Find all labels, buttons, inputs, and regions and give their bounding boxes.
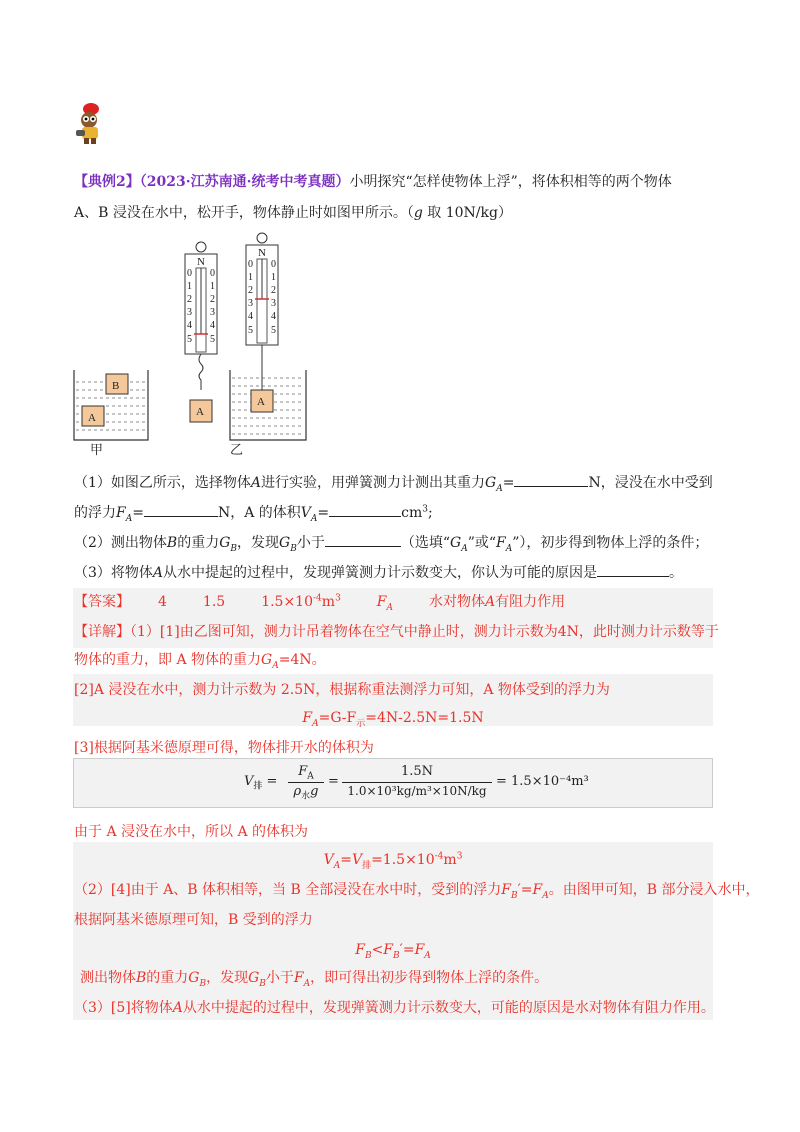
q1-text-c: N，浸没在水中受到 xyxy=(588,475,713,491)
svg-text:2: 2 xyxy=(248,285,253,296)
equation-4: $F_B<F_B'=F_A$ xyxy=(355,942,431,961)
experiment-figure xyxy=(70,228,310,460)
question-1-line-2: 的浮力$F_A= N$，A 的体积$V_A= cm^3$; xyxy=(74,502,433,523)
answer-4: F xyxy=(376,594,387,610)
eq2-denominator: 1.0×10³kg/m³×10N/kg xyxy=(347,784,487,798)
question-1-line-1: （1）如图乙所示，选择物体A进行实验，用弹簧测力计测出其重力$G_A= N$，浸没在水中受到 xyxy=(74,472,713,493)
detail-label: 【详解】 xyxy=(74,624,130,640)
detail-text-p7b: 的重力 xyxy=(146,970,189,986)
problem-stem-line-1 xyxy=(74,172,672,192)
q1-text-b: 进行实验，用弹簧测力计测出其重力 xyxy=(261,475,486,491)
example-tag: 【典例2】 xyxy=(74,174,140,190)
detail-p1-a xyxy=(74,622,719,642)
detail-text-p6: 根据阿基米德原理可知，B 受到的浮力 xyxy=(74,912,313,928)
detail-text-p7d: 小于 xyxy=(265,970,294,986)
q2-text-b: 的重力 xyxy=(177,535,220,551)
detail-text-b: 物体的重力，即 A 物体的重力 xyxy=(74,652,262,668)
svg-text:5: 5 xyxy=(271,325,276,336)
answer-blank-va[interactable] xyxy=(329,502,401,517)
q2-text-f: ”或“ xyxy=(467,535,497,551)
detail-p7: 测出物体B的重力$G_B$，发现$G_B$小于$F_A$，即可得出初步得到物体上浮的条件。 xyxy=(80,970,549,989)
detail-text-p8a: （3）[5]将物体 xyxy=(74,1000,173,1016)
q2-text-c: ，发现 xyxy=(237,535,280,551)
q2-text: （2）测出物体 xyxy=(74,535,167,551)
detail-text: （1）[1]由乙图可知，测力计吊着物体在空气中静止时，测力计示数为4N，此时测力计示数等于 xyxy=(130,624,719,640)
svg-text:4: 4 xyxy=(210,320,215,331)
detail-text-p2: [2]A 浸没在水中，测力计示数为 2.5N，根据称重法测浮力可知，A 物体受到的浮力为 xyxy=(74,682,610,698)
q1-text: （1）如图乙所示，选择物体 xyxy=(74,475,251,491)
q3-text-c: 。 xyxy=(669,565,684,581)
answer-label: 【答案】 xyxy=(74,594,130,610)
q1-text-e: N，A 的体积 xyxy=(217,505,301,521)
svg-text:3: 3 xyxy=(187,307,192,318)
svg-text:0: 0 xyxy=(187,268,192,279)
detail-p5: （2）[4]由于 A、B 体积相等，当 B 全部浸没在水中时，受到的浮力$F_B'=F_A$。由图甲可知，B 部分浸入水中， xyxy=(74,882,760,901)
equation-2: $V_排$ = $F_A$ $\rho_水g$ = 1.5N 1.0×10³kg/m³×10N/kg = 1.5×10⁻⁴m³ xyxy=(244,764,589,802)
question-3: （3）将物体A从水中提起的过程中，发现弹簧测力计示数变大，你认为可能的原因是 。 xyxy=(74,562,683,583)
equation-3: $V_A=V_排=1.5\times 10^{-4}m^3$ xyxy=(323,851,463,871)
detail-p1-b: 物体的重力，即 A 物体的重力$G_A=4N$。 xyxy=(74,652,326,671)
answer-blank-fa[interactable] xyxy=(144,502,218,517)
eq2-result: = 1.5×10⁻⁴m³ xyxy=(496,774,589,789)
detail-text-p7a: 测出物体 xyxy=(80,970,136,986)
svg-text:4: 4 xyxy=(271,311,276,322)
question-2: （2）测出物体B的重力$G_B$，发现$G_B$小于 （选填“$G_A$”或“$F_A$”），初步得到物体上浮的条件； xyxy=(74,532,708,553)
eq2-numerator: 1.5N xyxy=(400,764,434,779)
q3-text-b: 从水中提起的过程中，发现弹簧测力计示数变大，你认为可能的原因是 xyxy=(163,565,598,581)
detail-text-p7e: ，即可得出初步得到物体上浮的条件。 xyxy=(310,970,549,986)
equation-1: $F_A=G-F_示=4N-2.5N=1.5N$ xyxy=(302,710,484,729)
box-b-label: B xyxy=(112,380,120,392)
q1-unit: cm xyxy=(401,505,423,521)
eq3: =1.5×10 xyxy=(371,852,435,868)
detail-p2 xyxy=(74,680,610,700)
svg-text:4: 4 xyxy=(248,311,253,322)
detail-p6 xyxy=(74,910,313,930)
svg-text:0: 0 xyxy=(248,259,253,270)
svg-text:3: 3 xyxy=(271,298,276,309)
detail-text-p5b: 。由图甲可知，B 部分浸入水中， xyxy=(548,882,760,898)
box-a-label-hanging: A xyxy=(196,406,204,418)
label-jia: 甲 xyxy=(90,442,104,457)
answer-1: 4 xyxy=(158,594,167,610)
svg-text:2: 2 xyxy=(187,294,192,305)
q2-text-g: ”），初步得到物体上浮的条件； xyxy=(512,535,709,551)
answer-3-exp: -4 xyxy=(313,593,322,604)
svg-text:0: 0 xyxy=(210,268,215,279)
svg-text:4: 4 xyxy=(187,320,192,331)
detail-text-p3: [3]根据阿基米德原理可得，物体排开水的体积为 xyxy=(74,740,374,756)
svg-text:3: 3 xyxy=(210,307,215,318)
mascot-icon xyxy=(72,100,108,146)
svg-text:1: 1 xyxy=(248,272,253,283)
problem-stem-line-2: A、B 浸没在水中，松开手，物体静止时如图甲所示。（g 取 10N/kg） xyxy=(74,205,512,221)
svg-text:1: 1 xyxy=(210,281,215,292)
answer-blank-reason[interactable] xyxy=(597,562,669,577)
answer-3: 1.5×10 xyxy=(261,594,313,610)
svg-text:0: 0 xyxy=(271,259,276,270)
scale-1-unit: N xyxy=(197,256,205,268)
q1-text-d: 的浮力 xyxy=(74,505,116,521)
eq1-b: =4N-2.5N=1.5N xyxy=(365,710,484,726)
detail-p4 xyxy=(74,822,308,842)
label-yi: 乙 xyxy=(230,442,244,457)
answer-5b: 有阻力作用 xyxy=(495,594,566,610)
svg-text:2: 2 xyxy=(210,294,215,305)
answer-3-unit: m xyxy=(321,594,336,610)
answer-blank-ga[interactable] xyxy=(514,472,588,487)
box-a-label-yi: A xyxy=(257,396,265,408)
q2-text-e: （选填“ xyxy=(400,535,451,551)
eq1-a: =G-F xyxy=(318,710,357,726)
answer-5: 水对物体 xyxy=(429,594,486,610)
detail-text-p5a: （2）[4]由于 A、B 体积相等，当 B 全部浸没在水中时，受到的浮力 xyxy=(74,882,502,898)
scale-2-unit: N xyxy=(258,247,266,259)
example-source: （2023·江苏南通·统考中考真题） xyxy=(139,174,350,190)
box-a-label-jia: A xyxy=(88,412,96,424)
detail-text-p8b: 从水中提起的过程中，发现弹簧测力计示数变大，可能的原因是水对物体有阻力作用。 xyxy=(182,1000,715,1016)
detail-p3 xyxy=(74,738,374,758)
detail-text-p4: 由于 A 浸没在水中，所以 A 的体积为 xyxy=(74,824,309,840)
svg-text:5: 5 xyxy=(187,334,192,345)
answer-2: 1.5 xyxy=(202,594,226,610)
detail-text-p7c: ，发现 xyxy=(206,970,249,986)
svg-text:1: 1 xyxy=(271,272,276,283)
svg-text:5: 5 xyxy=(210,334,215,345)
q2-text-d: 小于 xyxy=(296,535,325,551)
answer-blank-compare[interactable] xyxy=(325,532,401,547)
svg-text:2: 2 xyxy=(271,285,276,296)
svg-text:5: 5 xyxy=(248,325,253,336)
svg-text:1: 1 xyxy=(187,281,192,292)
detail-p8: （3）[5]将物体A从水中提起的过程中，发现弹簧测力计示数变大，可能的原因是水对物体有阻力作用。 xyxy=(74,1000,715,1016)
svg-text:3: 3 xyxy=(248,298,253,309)
detail-text-c: =4N。 xyxy=(278,652,326,668)
stem-text-3: 取 10N/kg） xyxy=(427,205,512,221)
answer-line: 【答案】 4 1.5 $1.5\times 10^{-4}m^3$ $F_A$ 水对物体A有阻力作用 xyxy=(74,593,566,613)
q3-text: （3）将物体 xyxy=(74,565,153,581)
stem-text-2: A、B 浸没在水中，松开手，物体静止时如图甲所示。（ xyxy=(74,205,414,221)
stem-text: 小明探究“怎样使物体上浮”，将体积相等的两个物体 xyxy=(349,174,672,190)
